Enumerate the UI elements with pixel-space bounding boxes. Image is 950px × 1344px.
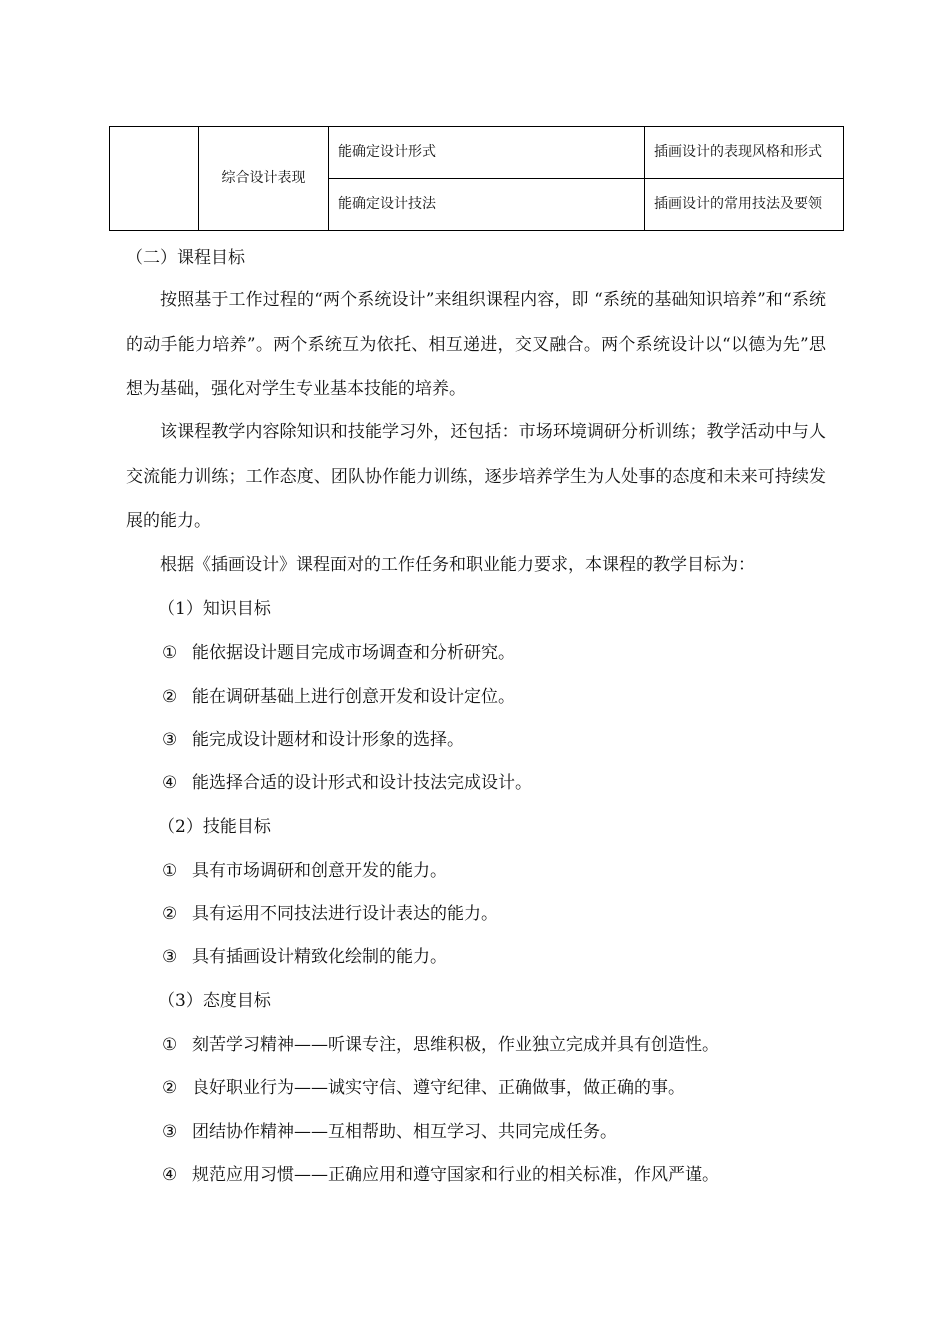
item-text: 能选择合适的设计形式和设计技法完成设计。 [192,773,532,793]
paragraph: 根据《插画设计》课程面对的工作任务和职业能力要求，本课程的教学目标为： [160,555,755,575]
item-text: 能在调研基础上进行创意开发和设计定位。 [192,687,515,707]
list-item [162,942,447,967]
subsection-heading: （3）态度目标 [158,991,271,1011]
table-cell-knowledge: 插画设计的表现风格和形式 [645,127,844,179]
table-row [110,127,844,179]
item-text: 能依据设计题目完成市场调查和分析研究。 [192,643,515,663]
item-text: 能完成设计题材和设计形象的选择。 [192,730,464,750]
list-item [162,682,515,707]
item-number: ③ [162,730,178,750]
paragraph: 该课程教学内容除知识和技能学习外，还包括：市场环境调研分析训练；教学活动中与人交流能力训练；工作态度、团队协作能力训练，逐步培养学生为人处事的态度和未来可持续发展的能力。 [126,422,826,532]
item-number: ④ [162,1165,178,1185]
paragraph: 按照基于工作过程的“两个系统设计”来组织课程内容，即 “系统的基础知识培养”和“系统的动手能力培养”。两个系统互为依托、相互递进，交叉融合。两个系统设计以“以德为先”思想为基础，强化对学生专业基本技能的培养。 [126,290,826,400]
item-number: ③ [162,1122,178,1142]
item-number: ① [162,1035,178,1055]
item-number: ① [162,643,178,663]
list-item [162,638,515,663]
item-text: 团结协作精神——互相帮助、相互学习、共同完成任务。 [192,1122,617,1142]
table-cell-ability: 能确定设计形式 [329,127,645,179]
item-number: ③ [162,947,178,967]
table-cell-empty [110,127,199,231]
list-item [162,856,447,881]
item-number: ① [162,861,178,881]
course-table [109,126,844,231]
table-cell-ability: 能确定设计技法 [329,179,645,231]
item-text: 良好职业行为——诚实守信、遵守纪律、正确做事，做正确的事。 [192,1078,685,1098]
list-item [162,1160,719,1185]
table-cell-knowledge: 插画设计的常用技法及要领 [645,179,844,231]
item-text: 刻苦学习精神——听课专注，思维积极，作业独立完成并具有创造性。 [192,1035,719,1055]
item-text: 具有市场调研和创意开发的能力。 [192,861,447,881]
item-text: 具有插画设计精致化绘制的能力。 [192,947,447,967]
list-item [162,768,532,793]
list-item [162,1117,617,1142]
list-item [162,899,498,924]
item-text: 具有运用不同技法进行设计表达的能力。 [192,904,498,924]
item-text: 规范应用习惯——正确应用和遵守国家和行业的相关标准，作风严谨。 [192,1165,719,1185]
list-item [162,725,464,750]
table-cell-task: 综合设计表现 [199,127,329,231]
item-number: ② [162,1078,178,1098]
item-number: ② [162,904,178,924]
list-item [162,1030,719,1055]
item-number: ④ [162,773,178,793]
subsection-heading: （1）知识目标 [158,599,271,619]
item-number: ② [162,687,178,707]
section-heading: （二）课程目标 [126,248,245,268]
subsection-heading: （2）技能目标 [158,817,271,837]
list-item [162,1073,685,1098]
